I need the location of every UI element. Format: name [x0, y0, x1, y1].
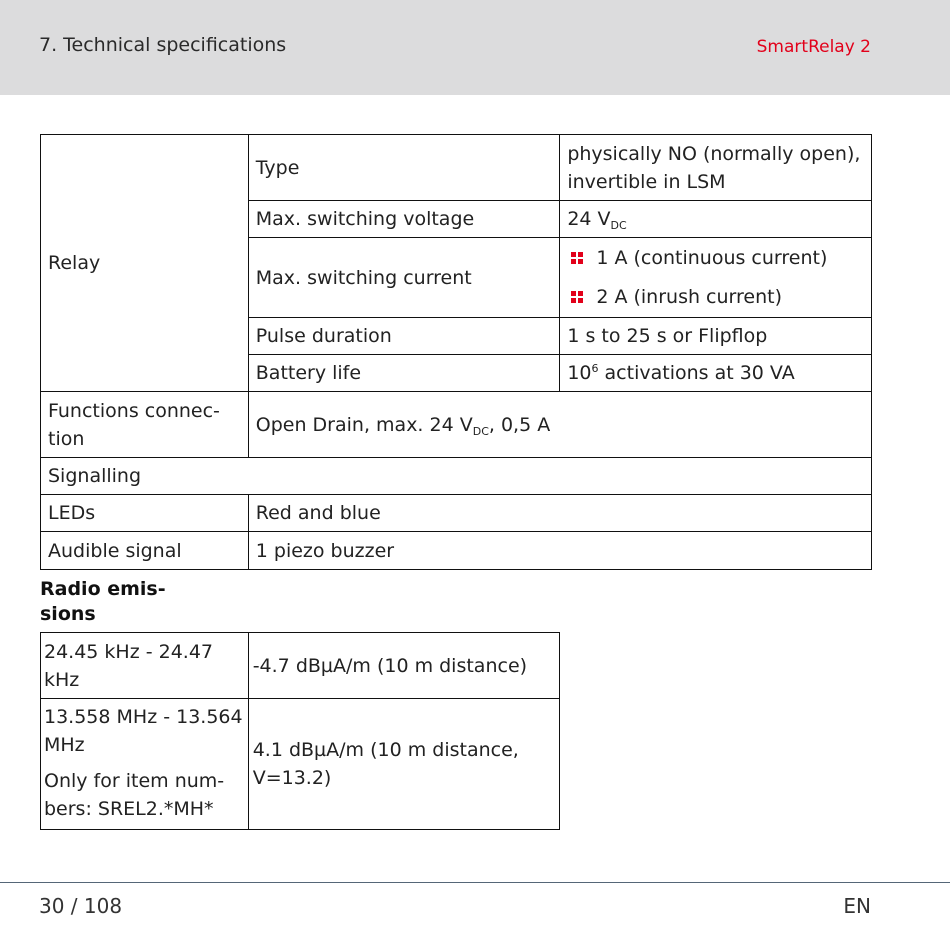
radio-freq-2	[41, 699, 249, 830]
freq-line-2: MHz	[44, 734, 85, 756]
value-line-2: V=13.2)	[252, 767, 332, 789]
voltage-value	[560, 201, 872, 238]
current-value-2: 2 A (inrush current)	[596, 286, 782, 308]
type-label: Type	[248, 135, 560, 201]
type-value-line-2: invertible in LSM	[567, 170, 726, 193]
battery-label: Battery life	[248, 355, 560, 392]
leds-label: LEDs	[41, 495, 249, 532]
freq-line-2: kHz	[44, 668, 80, 691]
battery-base: 10	[567, 362, 592, 384]
list-item	[567, 278, 864, 317]
table-row	[41, 458, 872, 495]
battery-rest: activations at 30 VA	[598, 362, 795, 384]
functions-prefix: Open Drain, max. 24 V	[255, 413, 473, 436]
freq-line-1: 13.558 MHz - 13.564	[44, 706, 243, 728]
current-values	[560, 238, 872, 318]
leds-value: Red and blue	[248, 495, 871, 532]
bullet-icon	[571, 291, 583, 303]
type-value	[560, 135, 872, 201]
language-code: EN	[843, 894, 871, 918]
signalling-label: Signalling	[41, 458, 872, 495]
functions-unit-sub: DC	[472, 424, 489, 438]
radio-value-1: -4.7 dBµA/m (10 m distance)	[248, 633, 559, 699]
table-row	[41, 532, 872, 570]
freq-line-1: 24.45 kHz - 24.47	[44, 640, 214, 663]
type-value-line-1: physically NO (normally open),	[567, 142, 861, 165]
table-row	[41, 135, 872, 201]
radio-emissions-heading	[40, 577, 210, 627]
note-line-2: bers: SREL2.*MH*	[44, 798, 214, 820]
radio-heading-line-2: sions	[40, 603, 96, 625]
voltage-number: 24 V	[567, 208, 611, 230]
section-title: 7. Technical specifications	[39, 34, 287, 56]
list-item	[567, 239, 864, 278]
voltage-label: Max. switching voltage	[248, 201, 560, 238]
radio-value-2	[248, 699, 559, 830]
bullet-icon	[571, 252, 583, 264]
functions-label-line-2: tion	[48, 427, 85, 450]
voltage-unit-sub: DC	[610, 219, 627, 232]
note-line-1: Only for item num-	[44, 770, 225, 792]
functions-value	[248, 392, 871, 458]
relay-label: Relay	[41, 135, 249, 392]
pulse-value: 1 s to 25 s or Flipflop	[560, 318, 872, 355]
radio-freq-1	[41, 633, 249, 699]
page-header	[0, 0, 950, 95]
battery-value	[560, 355, 872, 392]
table-row	[41, 495, 872, 532]
value-line-1: 4.1 dBµA/m (10 m distance,	[252, 739, 519, 761]
spec-table	[40, 134, 872, 570]
footer-divider	[0, 882, 950, 883]
functions-suffix: , 0,5 A	[488, 413, 551, 436]
audible-label: Audible signal	[41, 532, 249, 570]
product-name: SmartRelay 2	[756, 37, 871, 57]
audible-value: 1 piezo buzzer	[248, 532, 871, 570]
radio-table	[40, 632, 560, 830]
current-value-1: 1 A (continuous current)	[596, 247, 828, 269]
functions-label	[41, 392, 249, 458]
pulse-label: Pulse duration	[248, 318, 560, 355]
radio-heading-line-1: Radio emis-	[40, 578, 166, 600]
current-label: Max. switching current	[248, 238, 560, 318]
table-row	[41, 633, 560, 699]
table-row	[41, 699, 560, 830]
page-number: 30 / 108	[39, 894, 123, 918]
battery-exponent: 6	[591, 362, 599, 375]
functions-label-line-1: Functions connec-	[48, 399, 220, 422]
table-row	[41, 392, 872, 458]
